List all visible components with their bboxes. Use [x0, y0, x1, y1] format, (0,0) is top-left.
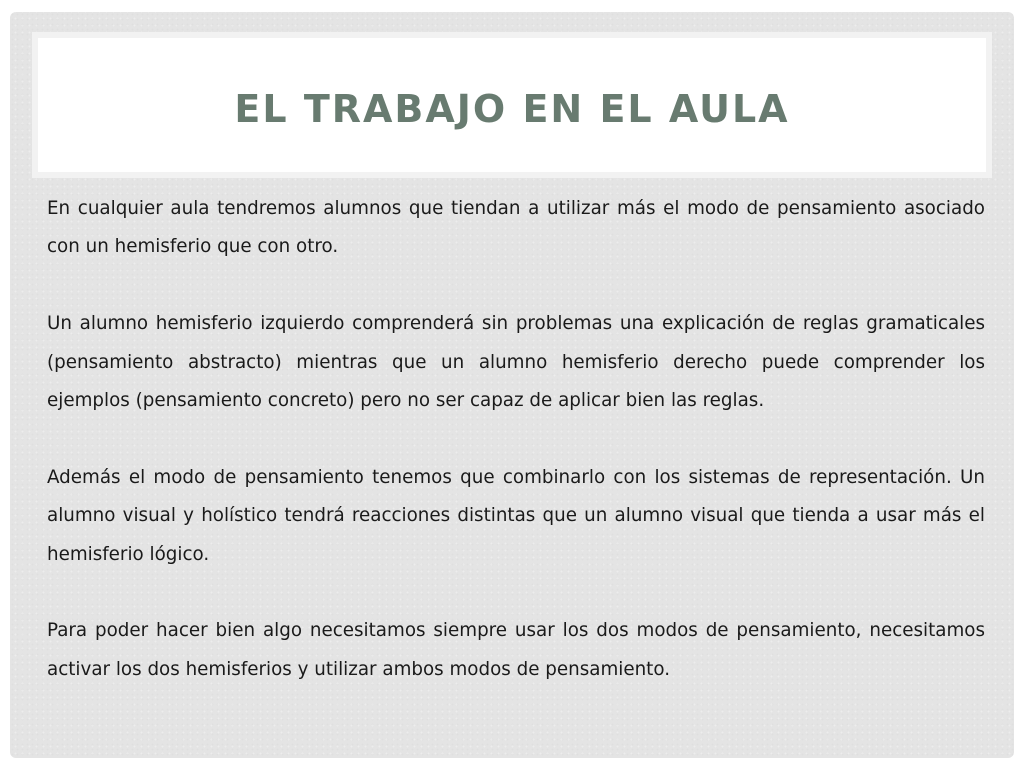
paragraph-2: Un alumno hemisferio izquierdo comprenderá sin problemas una explicación de reglas gramaticales (pensamiento abstracto) mientras que un alumno hemisferio derecho puede comprender los ejemplos (pensamiento concreto) pero no ser capaz de aplicar bien las reglas. — [47, 313, 985, 412]
title-box — [32, 32, 992, 178]
slide — [10, 12, 1014, 758]
paragraph-1: En cualquier aula tendremos alumnos que tiendan a utilizar más el modo de pensamiento asociado con un hemisferio que con otro. — [47, 198, 985, 258]
paragraph-4: Para poder hacer bien algo necesitamos siempre usar los dos modos de pensamiento, necesitamos activar los dos hemisferios y utilizar ambos modos de pensamiento. — [47, 620, 985, 680]
slide-body — [47, 190, 985, 689]
paragraph-3: Además el modo de pensamiento tenemos que combinarlo con los sistemas de representación. Un alumno visual y holístico tendrá reacciones distintas que un alumno visual que tienda a usar más el hemisferio lógico. — [47, 466, 985, 565]
slide-title: EL TRABAJO EN EL AULA — [234, 87, 790, 131]
